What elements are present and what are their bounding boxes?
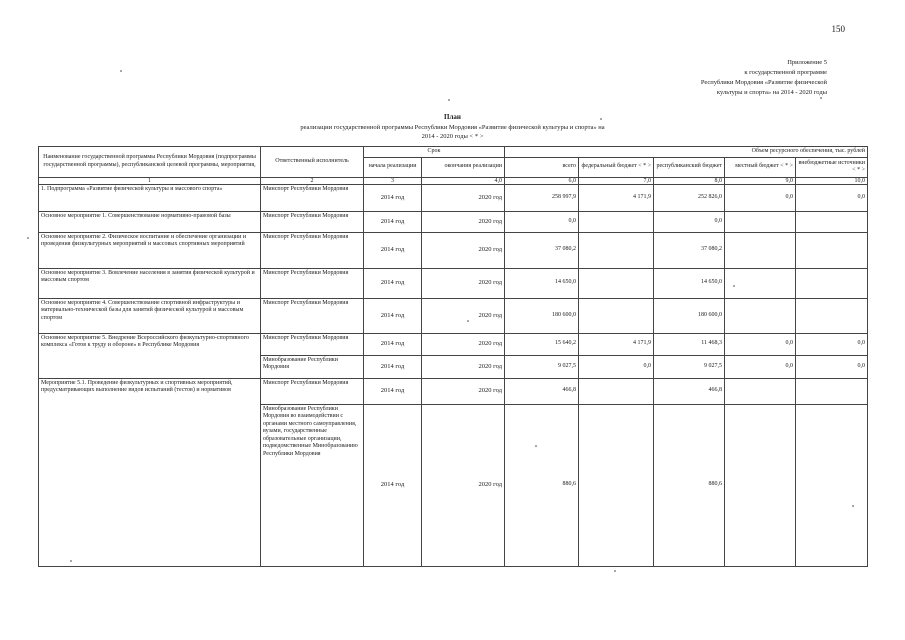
table-row <box>39 184 868 211</box>
row-extra: 0,0 <box>796 184 868 211</box>
row-start: 2014 год <box>364 211 422 232</box>
row-name: Основное мероприятие 4. Совершенствование спортивной инфраструктуры и материально-технической базы для занятий физической культурой и массовым спортом <box>39 298 261 333</box>
row-federal <box>579 378 654 404</box>
header-end: окончания реализации <box>422 157 505 177</box>
row-total: 180 600,0 <box>505 298 579 333</box>
row-executor: Минспорт Республики Мордовия <box>261 298 364 333</box>
row-republican: 9 027,5 <box>654 355 725 378</box>
row-local <box>725 404 796 566</box>
plan-subtitle-line: 2014 - 2020 годы < * > <box>421 133 484 140</box>
header-local: местный бюджет < * > <box>725 157 796 177</box>
row-name: Основное мероприятие 2. Физическое воспитание и обеспечение организации и проведения физкультурных мероприятий и массовых спортивных мероприятий <box>39 232 261 268</box>
scan-speck <box>852 505 854 507</box>
row-republican: 37 080,2 <box>654 232 725 268</box>
header-extrabudget: внебюджетные источники < * > <box>796 157 868 177</box>
scan-speck <box>467 320 469 322</box>
table-row <box>39 232 868 268</box>
scan-speck <box>600 118 602 120</box>
row-republican: 11 468,3 <box>654 333 725 355</box>
table-row <box>39 211 868 232</box>
row-end: 2020 год <box>422 404 505 566</box>
row-extra <box>796 404 868 566</box>
row-end: 2020 год <box>422 211 505 232</box>
row-federal: 0,0 <box>579 355 654 378</box>
row-local <box>725 268 796 298</box>
appendix-block <box>701 58 827 98</box>
row-local <box>725 232 796 268</box>
row-name: Основное мероприятие 3. Вовлечение населения в занятия физической культурой и массовым спортом <box>39 268 261 298</box>
row-end: 2020 год <box>422 232 505 268</box>
row-local: 0,0 <box>725 355 796 378</box>
row-federal <box>579 404 654 566</box>
row-republican: 14 650,0 <box>654 268 725 298</box>
row-federal <box>579 268 654 298</box>
column-index: 1 <box>39 177 261 184</box>
row-executor: Минспорт Республики Мордовия <box>261 232 364 268</box>
row-executor: Минспорт Республики Мордовия <box>261 184 364 211</box>
row-republican: 252 826,0 <box>654 184 725 211</box>
row-extra: 0,0 <box>796 333 868 355</box>
row-total: 258 997,9 <box>505 184 579 211</box>
row-start: 2014 год <box>364 333 422 355</box>
row-federal: 4 171,9 <box>579 184 654 211</box>
header-funding: Объем ресурсного обеспечения, тыс. рублей <box>505 147 868 158</box>
scan-speck <box>27 237 29 239</box>
row-start: 2014 год <box>364 404 422 566</box>
header-name: Наименование государственной программы Республики Мордовия (подпрограммы государственной программы), республиканской целевой программы, мероприятия, <box>39 147 261 178</box>
header-executor: Ответственный исполнитель <box>261 147 364 178</box>
column-index: 9,0 <box>725 177 796 184</box>
appendix-line: к государственной программе <box>744 69 827 76</box>
row-local <box>725 378 796 404</box>
column-index: 8,0 <box>654 177 725 184</box>
table-row <box>39 298 868 333</box>
row-republican: 466,8 <box>654 378 725 404</box>
row-start: 2014 год <box>364 298 422 333</box>
scan-speck <box>614 570 616 572</box>
table-row <box>39 378 868 404</box>
scan-speck <box>733 285 735 287</box>
row-executor: Минспорт Республики Мордовия <box>261 378 364 404</box>
row-end: 2020 год <box>422 355 505 378</box>
row-republican: 180 600,0 <box>654 298 725 333</box>
row-end: 2020 год <box>422 298 505 333</box>
row-name: Мероприятие 5.1. Проведение физкультурных и спортивных мероприятий, предусматривающих выполнение видов испытаний (тестов) и нормативов <box>39 378 261 566</box>
plan-table <box>38 146 868 567</box>
row-executor: Минспорт Республики Мордовия <box>261 333 364 355</box>
row-local: 0,0 <box>725 184 796 211</box>
row-federal <box>579 298 654 333</box>
row-total: 37 080,2 <box>505 232 579 268</box>
row-federal <box>579 211 654 232</box>
row-extra: 0,0 <box>796 355 868 378</box>
table-row <box>39 268 868 298</box>
column-index: 6,0 <box>505 177 579 184</box>
row-name: Основное мероприятие 5. Внедрение Всероссийского физкультурно-спортивного комплекса «Готов к труду и обороне» в Республике Мордовия <box>39 333 261 378</box>
header-republican: республиканский бюджет <box>654 157 725 177</box>
row-extra <box>796 378 868 404</box>
scan-speck <box>120 70 122 72</box>
column-index: 3 <box>364 177 422 184</box>
row-extra <box>796 211 868 232</box>
row-executor: Минобразование Республики Мордовия <box>261 355 364 378</box>
row-total: 9 027,5 <box>505 355 579 378</box>
row-executor: Минспорт Республики Мордовия <box>261 268 364 298</box>
header-start: начала реализации <box>364 157 422 177</box>
row-name: 1. Подпрограмма «Развитие физической культуры и массового спорта» <box>39 184 261 211</box>
row-start: 2014 год <box>364 232 422 268</box>
column-index: 10,0 <box>796 177 868 184</box>
row-start: 2014 год <box>364 378 422 404</box>
row-end: 2020 год <box>422 378 505 404</box>
row-local: 0,0 <box>725 333 796 355</box>
scan-speck <box>70 560 72 562</box>
column-index: 7,0 <box>579 177 654 184</box>
row-total: 0,0 <box>505 211 579 232</box>
row-federal: 4 171,9 <box>579 333 654 355</box>
plan-title: План <box>444 113 461 121</box>
row-extra <box>796 298 868 333</box>
header-term: Срок <box>364 147 505 158</box>
row-republican: 880,6 <box>654 404 725 566</box>
column-index: 4,0 <box>422 177 505 184</box>
row-executor: Минобразование Республики Мордовия во взаимодействии с органами местного самоуправления, вузами, государственные образовательные организации, подведомственные Минобразованию Республики Мордовия <box>261 404 364 566</box>
row-local <box>725 211 796 232</box>
row-republican: 0,0 <box>654 211 725 232</box>
scan-speck <box>535 445 537 447</box>
table-row <box>39 333 868 355</box>
header-federal: федеральный бюджет < * > <box>579 157 654 177</box>
row-local <box>725 298 796 333</box>
row-total: 466,8 <box>505 378 579 404</box>
scan-speck <box>820 97 822 99</box>
row-end: 2020 год <box>422 333 505 355</box>
row-start: 2014 год <box>364 184 422 211</box>
plan-subtitle <box>0 123 905 141</box>
row-end: 2020 год <box>422 268 505 298</box>
appendix-line: Приложение 5 <box>787 59 827 66</box>
row-start: 2014 год <box>364 355 422 378</box>
row-total: 880,6 <box>505 404 579 566</box>
row-start: 2014 год <box>364 268 422 298</box>
appendix-line: культуры и спорта» на 2014 - 2020 годы <box>716 89 827 96</box>
scan-speck <box>448 99 450 101</box>
header-total: всего <box>505 157 579 177</box>
appendix-line: Республики Мордовия «Развитие физической <box>700 79 827 86</box>
row-extra <box>796 232 868 268</box>
row-executor: Минспорт Республики Мордовия <box>261 211 364 232</box>
row-total: 15 640,2 <box>505 333 579 355</box>
row-federal <box>579 232 654 268</box>
row-end: 2020 год <box>422 184 505 211</box>
row-name: Основное мероприятие 1. Совершенствование нормативно-правовой базы <box>39 211 261 232</box>
plan-subtitle-line: реализации государственной программы Республики Мордовия «Развитие физической культуры и спорта» на <box>300 124 605 131</box>
row-total: 14 650,0 <box>505 268 579 298</box>
column-index: 2 <box>261 177 364 184</box>
row-extra <box>796 268 868 298</box>
page-number: 150 <box>831 24 845 34</box>
